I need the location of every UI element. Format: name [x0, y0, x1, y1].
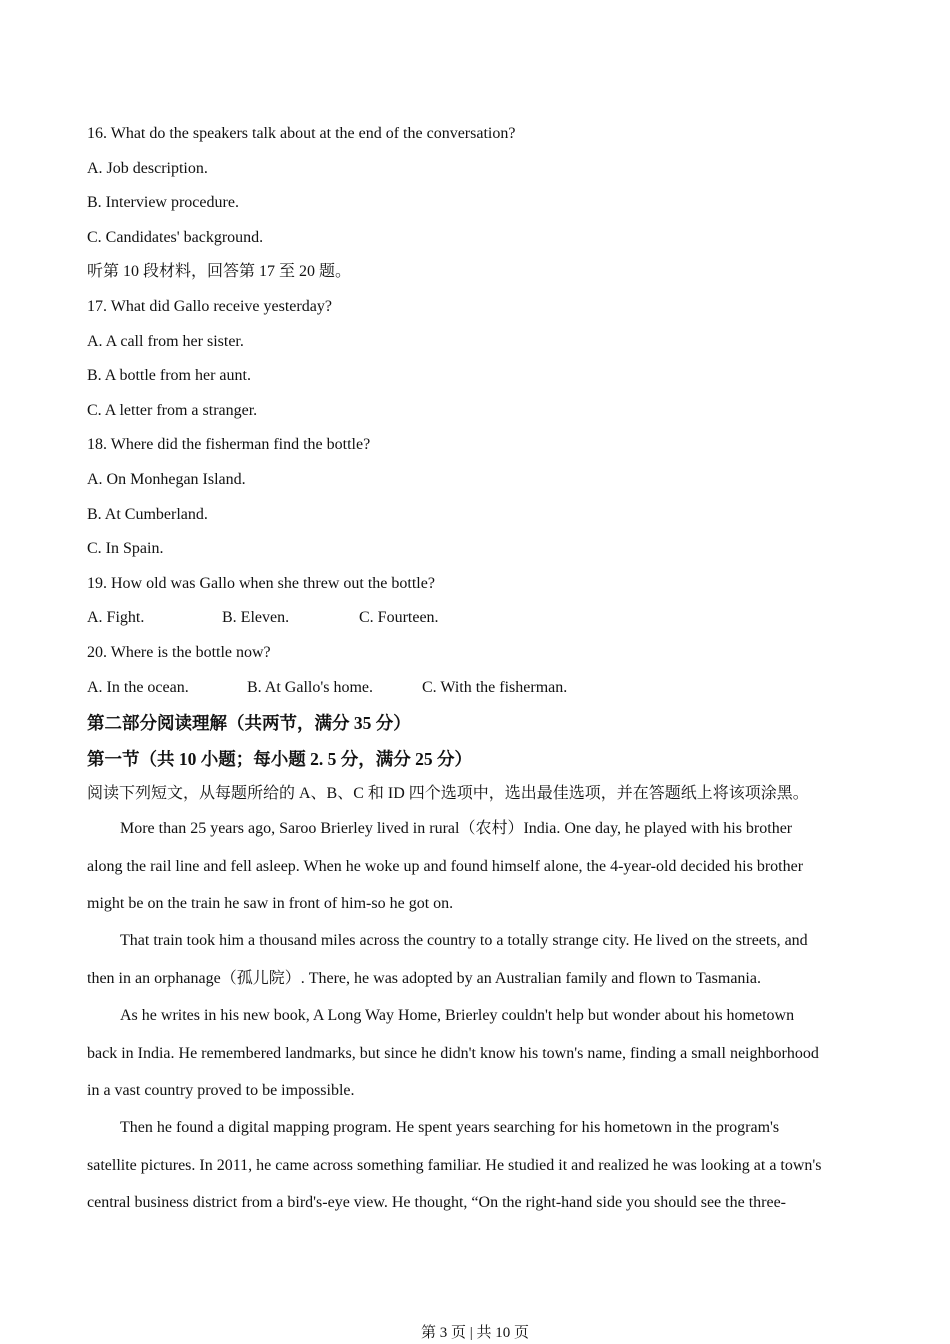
passage-line: then in an orphanage（孤儿院）. There, he was adopted by an Australian family and flown to Tasmania. [87, 969, 761, 987]
question-17: 17. What did Gallo receive yesterday? [87, 297, 332, 315]
section-heading: 第二部分阅读理解（共两节，满分 35 分） [87, 713, 411, 734]
option-20c: C. With the fisherman. [422, 678, 568, 696]
passage-paragraph-2 [87, 922, 863, 997]
passage-line: satellite pictures. In 2011, he came across something familiar. He studied it and realized he was looking at a town's [87, 1156, 822, 1174]
option-16a: A. Job description. [87, 159, 208, 177]
question-19: 19. How old was Gallo when she threw out the bottle? [87, 574, 435, 592]
passage-line: As he writes in his new book, A Long Way Home, Brierley couldn't help but wonder about his hometown [120, 1007, 795, 1025]
question-16: 16. What do the speakers talk about at the end of the conversation? [87, 125, 516, 142]
option-17c: C. A letter from a stranger. [87, 401, 258, 419]
passage-line: That train took him a thousand miles across the country to a totally strange city. He lived on the streets, and [120, 932, 808, 950]
passage-line: Then he found a digital mapping program. He spent years searching for his hometown in the program's [120, 1119, 780, 1137]
question-18: 18. Where did the fisherman find the bottle? [87, 436, 371, 454]
option-18b: B. At Cumberland. [87, 505, 208, 523]
passage-paragraph-4 [87, 1109, 863, 1221]
passage-line: More than 25 years ago, Saroo Brierley lived in rural（农村）India. One day, he played with his brother [120, 820, 793, 838]
subsection-heading: 第一节（共 10 小题；每小题 2. 5 分，满分 25 分） [87, 749, 472, 770]
option-19a: A. Fight. [87, 609, 145, 627]
option-19b: B. Eleven. [222, 609, 290, 627]
passage-line: might be on the train he saw in front of him-so he got on. [87, 894, 454, 912]
option-16c: C. Candidates' background. [87, 228, 264, 246]
passage-line: central business district from a bird's-eye view. He thought, “On the right-hand side you should see the three- [87, 1194, 786, 1212]
passage-paragraph-1 [87, 810, 863, 922]
option-17b: B. A bottle from her aunt. [87, 367, 251, 385]
question-20: 20. Where is the bottle now? [87, 643, 271, 661]
passage-line: in a vast country proved to be impossible. [87, 1081, 355, 1099]
page-footer: 第 3 页 | 共 10 页 [420, 1325, 529, 1341]
option-17a: A. A call from her sister. [87, 332, 244, 350]
option-20a: A. In the ocean. [87, 678, 189, 696]
listening-instruction: 听第 10 段材料，回答第 17 至 20 题。 [87, 263, 352, 281]
page-content [87, 124, 863, 1222]
passage-line: back in India. He remembered landmarks, but since he didn't know his town's name, finding a small neighborhood [87, 1044, 819, 1062]
option-18c: C. In Spain. [87, 540, 164, 558]
passage-paragraph-3 [87, 997, 863, 1109]
option-20b: B. At Gallo's home. [247, 678, 373, 696]
options-20 [87, 678, 863, 698]
option-18a: A. On Monhegan Island. [87, 470, 246, 488]
option-19c: C. Fourteen. [359, 609, 439, 627]
reading-instruction: 阅读下列短文，从每题所给的 A、B、C 和 ID 四个选项中，选出最佳选项，并在答题纸上将该项涂黑。 [87, 785, 809, 803]
option-16b: B. Interview procedure. [87, 194, 239, 212]
options-19 [87, 608, 863, 628]
passage-line: along the rail line and fell asleep. When he woke up and found himself alone, the 4-year-old decided his brother [87, 857, 804, 875]
